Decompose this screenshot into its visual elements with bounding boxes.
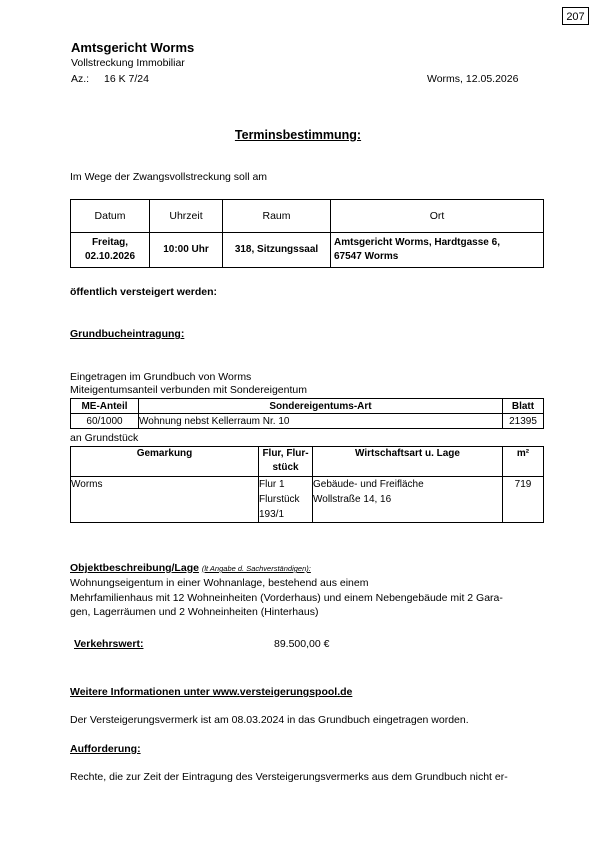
- aufforderung-heading: Aufforderung:: [70, 743, 141, 755]
- header-raum: Raum: [223, 200, 331, 233]
- grundbuch-line2: Miteigentumsanteil verbunden mit Sondereigentum: [70, 384, 307, 396]
- header-ort: Ort: [331, 200, 544, 233]
- object-note: (lt Angabe d. Sachverständigen):: [201, 564, 311, 573]
- plot-art-line2: Wollstraße 14, 16: [313, 494, 392, 505]
- plot-flur: [259, 477, 313, 523]
- me-header-share: ME-Anteil: [71, 399, 139, 414]
- termin-header-row: [71, 200, 544, 233]
- plot-table: [70, 446, 544, 523]
- document-title: Terminsbestimmung:: [234, 128, 362, 142]
- object-heading-line: [70, 562, 540, 575]
- plot-gemarkung: Worms: [71, 477, 259, 523]
- termin-time: 10:00 Uhr: [150, 233, 223, 268]
- termin-row: [71, 233, 544, 268]
- auction-text: öffentlich versteigert werden:: [70, 286, 218, 298]
- termin-table: [70, 199, 544, 268]
- termin-date-line2: 02.10.2026: [84, 251, 136, 262]
- me-header-row: [71, 399, 544, 414]
- more-info: Weitere Informationen unter www.versteigerungspool.de: [70, 686, 353, 698]
- plot-art: [313, 477, 503, 523]
- az-number: 16 K 7/24: [104, 73, 149, 85]
- plot-flur-line2: Flurstück: [259, 494, 300, 505]
- intro-text: Im Wege der Zwangsvollstreckung soll am: [70, 171, 268, 183]
- court-name: Amtsgericht Worms: [71, 40, 195, 55]
- header-datum: Datum: [71, 200, 150, 233]
- vermerk-text: Der Versteigerungsvermerk ist am 08.03.2024 in das Grundbuch eingetragen worden.: [70, 714, 469, 726]
- page-number: 207: [562, 7, 589, 25]
- plot-art-line1: Gebäude- und Freifläche: [313, 479, 424, 490]
- plot-header-m2: m²: [503, 447, 544, 477]
- plot-header-row: [71, 447, 544, 477]
- termin-place: [331, 233, 544, 268]
- an-grundstueck: an Grundstück: [70, 432, 139, 444]
- grundbuch-line1: Eingetragen im Grundbuch von Worms: [70, 371, 252, 383]
- plot-flur-line3: 193/1: [259, 509, 285, 520]
- header-uhrzeit: Uhrzeit: [150, 200, 223, 233]
- place-date: Worms, 12.05.2026: [427, 73, 519, 85]
- plot-m2: 719: [503, 477, 544, 523]
- object-line3: gen, Lagerräumen und 2 Wohneinheiten (Hinterhaus): [70, 606, 319, 618]
- me-row: [71, 414, 544, 429]
- aufforderung-text: Rechte, die zur Zeit der Eintragung des Versteigerungsvermerks aus dem Grundbuch nicht er-: [70, 771, 508, 783]
- department: Vollstreckung Immobiliar: [71, 57, 185, 69]
- object-heading: Objektbeschreibung/Lage: [70, 562, 199, 574]
- az-label: Az.:: [71, 73, 90, 85]
- me-header-type: Sondereigentums-Art: [139, 399, 503, 414]
- plot-header-art: Wirtschaftsart u. Lage: [313, 447, 503, 477]
- value-label: Verkehrswert:: [74, 638, 144, 650]
- plot-header-flur: [259, 447, 313, 477]
- me-type: Wohnung nebst Kellerraum Nr. 10: [139, 414, 503, 429]
- termin-place-line1: Amtsgericht Worms, Hardtgasse 6,: [334, 237, 500, 248]
- plot-header-flur-line1: Flur, Flur-: [262, 448, 309, 459]
- value-amount: 89.500,00 €: [274, 638, 330, 650]
- object-line1: Wohnungseigentum in einer Wohnanlage, bestehend aus einem: [70, 577, 369, 589]
- plot-header-flur-line2: stück: [272, 462, 299, 473]
- me-table: [70, 398, 544, 429]
- me-sheet: 21395: [503, 414, 544, 429]
- me-share: 60/1000: [71, 414, 139, 429]
- plot-header-gemarkung: Gemarkung: [71, 447, 259, 477]
- termin-room: 318, Sitzungssaal: [223, 233, 331, 268]
- object-line2: Mehrfamilienhaus mit 12 Wohneinheiten (Vorderhaus) und einem Nebengebäude mit 2 Gara-: [70, 592, 503, 604]
- termin-place-line2: 67547 Worms: [334, 251, 399, 262]
- plot-row: [71, 477, 544, 523]
- plot-flur-line1: Flur 1: [259, 479, 285, 490]
- grundbuch-heading: Grundbucheintragung:: [70, 328, 185, 340]
- me-header-sheet: Blatt: [503, 399, 544, 414]
- termin-date: [71, 233, 150, 268]
- termin-date-line1: Freitag,: [91, 237, 129, 248]
